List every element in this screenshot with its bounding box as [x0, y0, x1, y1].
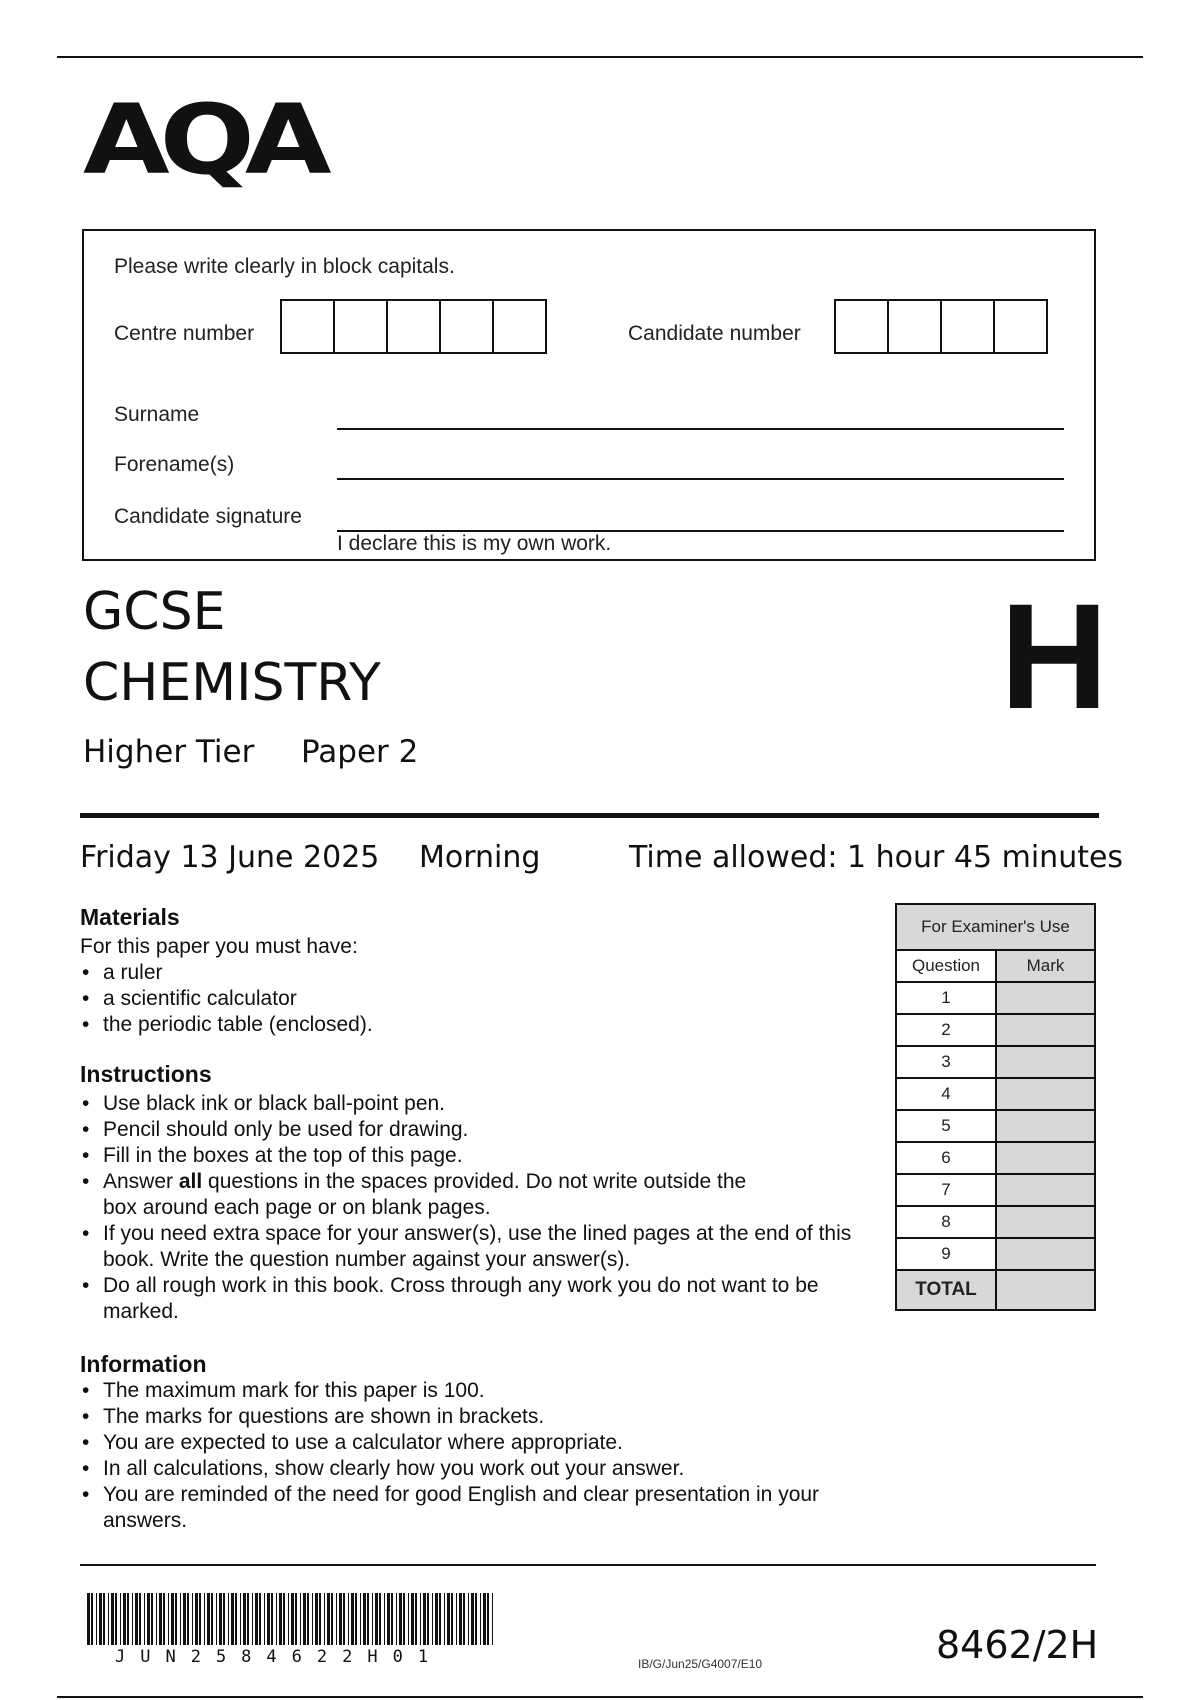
subject-title: CHEMISTRY: [83, 653, 381, 713]
emphasis-text: all: [178, 1170, 203, 1193]
question-number: 7: [896, 1174, 996, 1206]
barcode-bar: [91, 1593, 93, 1645]
barcode-bar: [240, 1593, 241, 1645]
top-rule: [57, 56, 1143, 58]
barcode-bar: [132, 1593, 133, 1645]
barcode-bar: [327, 1593, 330, 1645]
forename-field[interactable]: [337, 478, 1064, 480]
barcode-bar: [291, 1593, 294, 1645]
barcode-bar: [439, 1593, 441, 1645]
barcode-bar: [420, 1593, 421, 1645]
list-item: • Use black ink or black ball-point pen.: [80, 1091, 860, 1117]
barcode-bar: [276, 1593, 277, 1645]
centre-digit-box[interactable]: [386, 299, 441, 354]
candidate-digit-box[interactable]: [834, 299, 889, 354]
barcode-bar: [331, 1593, 333, 1645]
surname-field[interactable]: [337, 428, 1064, 430]
barcode-bar: [207, 1593, 210, 1645]
bottom-rule: [57, 1696, 1143, 1698]
question-number: 8: [896, 1206, 996, 1238]
barcode-bar: [267, 1593, 270, 1645]
candidate-digit-box[interactable]: [887, 299, 942, 354]
list-item: • You are reminded of the need for good English and clear presentation in your answers.: [80, 1482, 820, 1534]
mark-cell: [996, 1142, 1095, 1174]
question-number: 2: [896, 1014, 996, 1046]
candidate-digit-box[interactable]: [940, 299, 995, 354]
barcode-bar: [324, 1593, 325, 1645]
barcode-bar: [259, 1593, 261, 1645]
barcode-bar: [315, 1593, 318, 1645]
list-item: • Pencil should only be used for drawing.: [80, 1117, 860, 1143]
list-item: • a ruler: [80, 960, 840, 986]
list-item: • If you need extra space for your answer(s), use the lined pages at the end of this book. Write the question number against your answer(s).: [80, 1221, 860, 1273]
mark-cell: [996, 982, 1095, 1014]
candidate-digit-box[interactable]: [993, 299, 1048, 354]
barcode-bar: [427, 1593, 429, 1645]
examiner-table-heading: For Examiner's Use: [896, 904, 1095, 950]
time-allowed: Time allowed: 1 hour 45 minutes: [629, 840, 1124, 875]
list-item: • Do all rough work in this book. Cross through any work you do not want to be marked.: [80, 1273, 833, 1325]
barcode-bar: [123, 1593, 126, 1645]
barcode-bar: [303, 1593, 306, 1645]
barcode-bar: [423, 1593, 426, 1645]
barcode-bar: [444, 1593, 445, 1645]
barcode-bar: [367, 1593, 369, 1645]
barcode-bar: [111, 1593, 114, 1645]
barcode-text: JUN2584622H01: [115, 1647, 444, 1667]
barcode-bar: [271, 1593, 273, 1645]
paper-code: 8462/2H: [936, 1623, 1099, 1667]
exam-date: Friday 13 June 2025: [80, 840, 380, 875]
list-item: • the periodic table (enclosed).: [80, 1012, 840, 1038]
barcode-bar: [463, 1593, 465, 1645]
barcode-bar: [307, 1593, 309, 1645]
barcode-bar: [139, 1593, 141, 1645]
total-label: TOTAL: [896, 1270, 996, 1310]
barcode-bar: [204, 1593, 205, 1645]
mark-cell: [996, 1046, 1095, 1078]
question-number: 5: [896, 1110, 996, 1142]
materials-list: [80, 960, 840, 1038]
barcode-bar: [255, 1593, 258, 1645]
list-item: • The maximum mark for this paper is 100.: [80, 1378, 820, 1404]
qualification-title: GCSE: [83, 582, 226, 642]
barcode-bar: [339, 1593, 342, 1645]
barcode-bar: [223, 1593, 225, 1645]
question-column-header: Question: [896, 950, 996, 982]
barcode-bar: [375, 1593, 378, 1645]
barcode-bar: [243, 1593, 246, 1645]
barcode-bar: [163, 1593, 165, 1645]
barcode-bar: [183, 1593, 186, 1645]
examiner-use-table: [895, 903, 1096, 1311]
tier-label: Higher Tier: [83, 734, 255, 770]
barcode-bar: [487, 1593, 489, 1645]
mark-cell: [996, 1206, 1095, 1238]
barcode-bar: [288, 1593, 289, 1645]
materials-intro: For this paper you must have:: [80, 935, 358, 958]
question-number: 6: [896, 1142, 996, 1174]
list-item-text: Answer: [103, 1170, 179, 1193]
aqa-logo: AQA: [83, 84, 322, 197]
materials-heading: Materials: [80, 904, 180, 930]
barcode-bar: [456, 1593, 457, 1645]
tier-letter: H: [1000, 572, 1109, 740]
list-item: • Fill in the boxes at the top of this page.: [80, 1143, 860, 1169]
barcode-bar: [492, 1593, 493, 1645]
barcode-bar: [399, 1593, 402, 1645]
centre-digit-box[interactable]: [280, 299, 335, 354]
mark-column-header: Mark: [996, 950, 1095, 982]
information-heading: Information: [80, 1351, 207, 1377]
barcode-bar: [199, 1593, 201, 1645]
list-item: • You are expected to use a calculator where appropriate.: [80, 1430, 820, 1456]
title-rule: [80, 813, 1099, 818]
block-capitals-instruction: Please write clearly in block capitals.: [114, 255, 455, 278]
barcode-bar: [96, 1593, 97, 1645]
barcode-bar: [247, 1593, 249, 1645]
barcode-bar: [480, 1593, 481, 1645]
barcode-bar: [120, 1593, 121, 1645]
signature-label: Candidate signature: [114, 505, 302, 528]
barcode-bar: [468, 1593, 469, 1645]
surname-label: Surname: [114, 403, 200, 426]
barcode-bar: [411, 1593, 414, 1645]
centre-digit-box[interactable]: [333, 299, 388, 354]
total-mark-cell: [996, 1270, 1095, 1310]
question-number: 9: [896, 1238, 996, 1270]
list-item: • The marks for questions are shown in brackets.: [80, 1404, 820, 1430]
barcode-bar: [300, 1593, 301, 1645]
barcode-image: [87, 1593, 497, 1645]
declaration-text: I declare this is my own work.: [337, 532, 612, 555]
barcode-bar: [459, 1593, 462, 1645]
barcode-bar: [108, 1593, 109, 1645]
barcode-bar: [379, 1593, 381, 1645]
barcode-bar: [187, 1593, 189, 1645]
barcode-bar: [415, 1593, 417, 1645]
centre-digit-box[interactable]: [439, 299, 494, 354]
barcode-bar: [408, 1593, 409, 1645]
barcode-bar: [151, 1593, 153, 1645]
list-item: • In all calculations, show clearly how you work out your answer.: [80, 1456, 820, 1482]
barcode-bar: [372, 1593, 373, 1645]
barcode-bar: [144, 1593, 145, 1645]
centre-number-label: Centre number: [114, 322, 255, 345]
barcode-bar: [355, 1593, 357, 1645]
question-number: 1: [896, 982, 996, 1014]
barcode-bar: [471, 1593, 474, 1645]
barcode-bar: [387, 1593, 390, 1645]
barcode-bar: [319, 1593, 321, 1645]
question-number: 3: [896, 1046, 996, 1078]
barcode-bar: [135, 1593, 138, 1645]
barcode-bar: [475, 1593, 477, 1645]
barcode-bar: [235, 1593, 237, 1645]
barcode-bar: [99, 1593, 102, 1645]
barcode-bar: [180, 1593, 181, 1645]
barcode-bar: [219, 1593, 222, 1645]
barcode-bar: [403, 1593, 405, 1645]
list-item-text: questions in the spaces provided. Do not write outside the box around each page or on blank pages.: [103, 1170, 747, 1219]
barcode-bar: [351, 1593, 354, 1645]
mark-cell: [996, 1078, 1095, 1110]
candidate-number-boxes[interactable]: [834, 299, 1048, 354]
barcode-bar: [312, 1593, 313, 1645]
candidate-number-label: Candidate number: [628, 322, 801, 345]
barcode-bar: [432, 1593, 433, 1645]
instructions-heading: Instructions: [80, 1061, 212, 1087]
barcode-bar: [447, 1593, 450, 1645]
list-item: [80, 1169, 783, 1221]
barcode-bar: [264, 1593, 265, 1645]
barcode-bar: [252, 1593, 253, 1645]
paper-label: Paper 2: [301, 734, 419, 770]
document-reference: IB/G/Jun25/G4007/E10: [638, 1657, 763, 1671]
barcode-bar: [483, 1593, 486, 1645]
mark-cell: [996, 1014, 1095, 1046]
barcode-bar: [127, 1593, 129, 1645]
barcode-bar: [336, 1593, 337, 1645]
barcode-bar: [216, 1593, 217, 1645]
barcode-bar: [115, 1593, 117, 1645]
mark-cell: [996, 1174, 1095, 1206]
exam-session: Morning: [419, 840, 541, 875]
barcode-bar: [360, 1593, 361, 1645]
barcode-bar: [156, 1593, 157, 1645]
barcode-bar: [228, 1593, 229, 1645]
barcode-bar: [195, 1593, 198, 1645]
barcode-bar: [279, 1593, 282, 1645]
mark-cell: [996, 1110, 1095, 1142]
barcode-bar: [283, 1593, 285, 1645]
barcode-bar: [168, 1593, 169, 1645]
barcode-bar: [211, 1593, 213, 1645]
barcode-bar: [171, 1593, 174, 1645]
centre-digit-box[interactable]: [492, 299, 547, 354]
barcode-bar: [87, 1593, 90, 1645]
instructions-list: [80, 1091, 860, 1325]
barcode-bar: [435, 1593, 438, 1645]
barcode-bar: [295, 1593, 297, 1645]
barcode-bar: [159, 1593, 162, 1645]
barcode-bar: [103, 1593, 105, 1645]
barcode-bar: [391, 1593, 393, 1645]
information-list: [80, 1378, 820, 1534]
barcode-bar: [175, 1593, 177, 1645]
barcode-bar: [192, 1593, 193, 1645]
list-item: • a scientific calculator: [80, 986, 840, 1012]
barcode-bar: [348, 1593, 349, 1645]
question-number: 4: [896, 1078, 996, 1110]
centre-number-boxes[interactable]: [280, 299, 547, 354]
barcode-bar: [396, 1593, 397, 1645]
barcode-bar: [343, 1593, 345, 1645]
barcode-bar: [231, 1593, 234, 1645]
barcode-bar: [147, 1593, 150, 1645]
barcode-bar: [384, 1593, 385, 1645]
mark-cell: [996, 1238, 1095, 1270]
footer-rule: [80, 1564, 1096, 1566]
forename-label: Forename(s): [114, 453, 235, 476]
barcode-bar: [363, 1593, 366, 1645]
barcode-bar: [451, 1593, 453, 1645]
